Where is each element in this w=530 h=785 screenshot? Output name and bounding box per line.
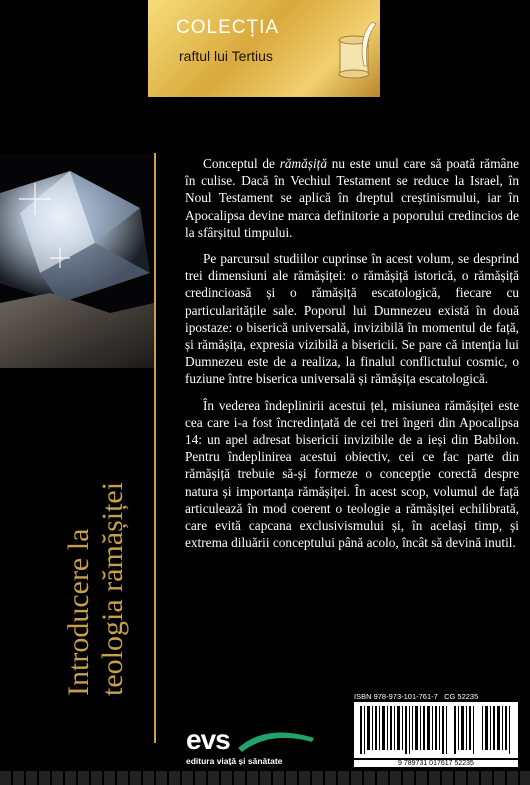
scroll-quill-icon <box>334 18 378 82</box>
collection-subtitle: raftul lui Tertius <box>179 48 273 64</box>
publisher-logo-text: evs <box>186 724 230 755</box>
barcode <box>354 702 518 758</box>
isbn-line <box>354 692 478 701</box>
spine-title-line1: Introducere la <box>62 528 95 696</box>
paragraph-3: În vederea îndeplinirii acestui țel, misiunea rămășiței este cea care i-a fost încredințată de cei trei îngeri din Apocalipsa 14: un apel adresat bisericii invizibile de a ieși din Babilon. Pentru îndeplinirea acestui obiectiv, cei ce fac parte din rămășiță trebuie să-și formeze o concepție corectă despre natura și importanța rămășiței. În acest scop, volumul de față articulează în mod coerent o teologie a rămășiței echilibrată, care evită capcana exclusivismului și, în același timp, și extrema diluării conceptului până acolo, încât să devină inutil. <box>185 397 519 551</box>
paragraph-2: Pe parcursul studiilor cuprinse în acest volum, se desprind trei dimensiuni ale rămășiței: o rămășiță istorică, o rămășiță credincioasă și o rămășiță escatologică, fiecare cu particularitățile sale. Poporul lui Dumnezeu există în două ipostaze: o biserică universală, invizibilă în momentul de față, și rămășița, expresia vizibilă a bisericii. Se pare că intenția lui Dumnezeu este de a realiza, la finalul conflictului cosmic, o fuziune între biserica universală și rămășița escatologică. <box>185 251 519 387</box>
emphasized-term: rămășiță <box>279 156 328 171</box>
publisher-logo-swoosh-icon <box>236 728 316 754</box>
isbn-text: ISBN 978-973-101-761-7 <box>354 692 438 701</box>
spine-title <box>62 482 130 696</box>
barcode-number: 9 789731 017617 52235 <box>354 760 518 767</box>
back-cover-text <box>185 155 519 560</box>
bottom-strip <box>0 771 530 785</box>
diamond-photo <box>0 153 154 368</box>
spine-title-line2: teologia rămășiței <box>96 481 129 696</box>
collection-banner <box>148 0 380 97</box>
gold-divider <box>154 153 156 743</box>
publisher-tagline: editura viață și sănătate <box>186 756 283 766</box>
isbn-code: CG 52235 <box>444 692 479 701</box>
paragraph-1: Conceptul de rămășiță nu este unul care să poată rămâne în culise. Dacă în Vechiul Testament se reduce la Israel, în Noul Testament se aplică în dreptul creștinismului, iar în Apocalipsa devine marca definitorie a poporului credincios de la sfârșitul timpului. <box>185 156 520 240</box>
collection-title: COLECȚIA <box>176 17 280 38</box>
